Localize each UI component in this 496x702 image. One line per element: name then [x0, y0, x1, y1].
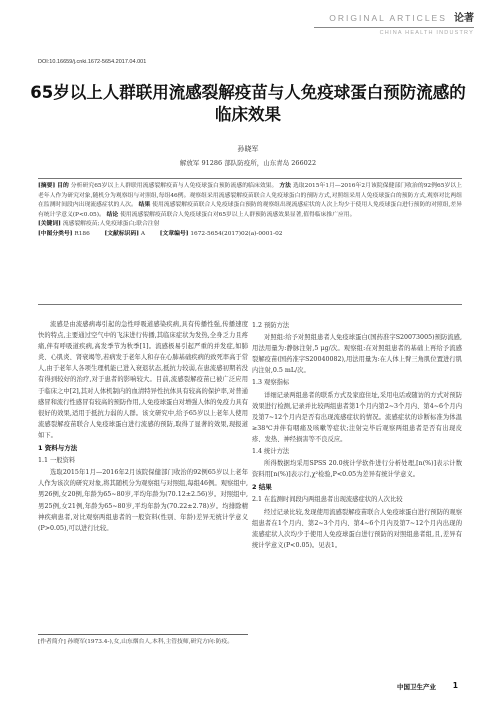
section-label-en: ORIGINAL ARTICLES — [329, 13, 447, 23]
doc-label: [文献标识码] — [104, 230, 139, 237]
section-1-heading: 1 资料与方法 — [38, 444, 78, 453]
section-1-4-heading: 1.4 统计方法 — [252, 448, 290, 456]
footer-journal-name: 中国卫生产业 — [397, 683, 436, 691]
section-1-4-paragraph: 所得数据均采用SPSS 20.0统计学软件进行分析处理,[n(%)]表示计数资料用[n(%)]表示行,χ²检验,P<0.05为差异有统计学意义。 — [252, 460, 462, 479]
intro-paragraph: 流感是由流感病毒引起的急性呼吸道感染疾病,具有传播性强,传播速度快的特点,主要通过空气中的飞沫进行传播,其临床症状为发热,全身乏力且疼痛,伴有呼吸道疾病,高发季节为秋季[1]。流感极易引起严重的并发症,如肺炎、心肌炎、肾衰竭等,若病发于老年人和存在心肺基础疾病的致死率高于常人,由于老年人各项生理机能已进入衰退状态,抵抗力较弱,在患流感初期若没有得到较好的治疗,对于患者的影响较大。目前,流感裂解疫苗已被广泛应用于临床之中[2],其对人体机制内的血清特异性抗体具有较高的保护率,对普通感冒和流行性感冒有较高的预防作用,人免疫球蛋白对增强人体的免疫力具有很好的效果,适用于抵抗力弱的人群。该文研究中,给予65岁以上老年人使用流感裂解疫苗联合人免疫球蛋白进行流感的预防,取得了显著的效果,现报道如下。 — [38, 321, 248, 439]
conclusion-label: 结论 — [106, 211, 119, 218]
page-number: 1 — [452, 681, 458, 690]
conclusion-text: 使用流感裂解疫苗联合人免疫球蛋白对65岁以上人群预防流感效果显著,值得临床推广应用。 — [120, 211, 356, 218]
result-label: 结果 — [138, 202, 151, 209]
section-1-2-heading: 1.2 预防方法 — [252, 322, 290, 329]
method-label: 方法 — [279, 183, 292, 189]
section-1-1-heading: 1.1 一般资料 — [38, 457, 76, 465]
section-label-cn: 论著 — [454, 13, 474, 24]
article-no-value: 1672-5654(2017)02(a)-0001-02 — [190, 230, 283, 237]
header-rule — [314, 27, 474, 28]
method-text: 选取2015年1月—2016年2月该院保健部门收治的92例65岁以上老年人作为研究对象,随机分为观察组与对照组,每组46例。观察组采用流感裂解疫苗联合人免疫球蛋白的预防方式,对照组采用人免疫球蛋白的预防方式,观察对比两组在监测时间段内出现流感症状的人次。 — [38, 183, 462, 209]
keywords-text: 流感裂解疫苗;人免疫球蛋白;联合注射 — [62, 221, 160, 228]
section-2-heading: 2 结果 — [252, 483, 272, 492]
affiliation: 解放军 91286 部队防疫所，山东青岛 266022 — [179, 159, 317, 167]
article-title: 65岁以上人群联用流感裂解疫苗与人免疫球蛋白预防流感的临床效果 — [30, 83, 466, 124]
abstract — [38, 182, 462, 240]
clc-value: R186 — [74, 230, 90, 237]
section-1-2-paragraph: 对照组:给予对照组患者人免疫球蛋白(国药准字S20073005)预防流感,用法用量为:静脉注射,5 μg/次。观察组:在对照组患者的基础上再给予流感裂解疫苗(国药准字S20040082),用法用量为:在人体上臂三角肌位置进行肌内注射,0.5 mL/次。 — [252, 334, 462, 375]
clc-label: [中图分类号] — [38, 230, 73, 237]
goal-text: 分析研究65岁以上人群联用流感裂解疫苗与人免疫球蛋白预防流感的临床效果。 — [70, 183, 278, 189]
section-1-3-paragraph: 详细记录两组患者的联系方式及家庭住址,采用电话或随访的方式对预防效果进行检测,记录并比较两组患者第1个月内第2~3个月内、第4~6个月内及第7~12个月内是否有出现流感症状的情况。流感症状的诊断标准为体温≥38℃并伴有咽痛及咳嗽等症状;注射完毕后观察两组患者是否有出现皮疹、发热、神经损害等不良反应。 — [252, 391, 462, 443]
abstract-bottom-rule — [38, 304, 462, 305]
abstract-label: [摘要] — [38, 183, 56, 189]
journal-name-en: CHINA HEALTH INDUSTRY — [379, 30, 474, 36]
doi: DOI:10.16659/j.cnki.1672-5654.2017.04.001 — [38, 59, 147, 65]
section-1-3-heading: 1.3 观察指标 — [252, 379, 290, 387]
abstract-top-rule — [38, 178, 462, 179]
author: 孙晓军 — [237, 145, 259, 153]
left-column — [38, 319, 248, 534]
keywords-label: [关键词] — [38, 221, 61, 228]
doc-value: A — [140, 230, 146, 237]
section-2-1-heading: 2.1 在监测时间段内两组患者出现流感症状的人次比较 — [252, 496, 403, 504]
right-column — [252, 319, 462, 551]
result-text: 使用流感裂解疫苗联合人免疫球蛋白预防的观察组出现流感症状的人次上均少于使用人免疫球蛋白进行预防的对照组,差异有统计学意义(P<0.05)。 — [38, 202, 462, 218]
goal-label: 目的 — [57, 183, 69, 189]
section-header — [314, 6, 474, 36]
section-1-1-paragraph: 选取2015年1月—2016年2月该院保健部门收治的92例65岁以上老年人作为该次的研究对象,将其随机分为观察组与对照组,每组46例。观察组中,男26例,女20例,年龄为65~80岁,平均年龄为(70.12±2.56)岁。对照组中,男25例,女21例,年龄为65~80岁,平均年龄为(70.22±2.78)岁。均排除精神疾病患者,对比观察两组患者的一般资料(性别、年龄)差异无统计学意义(P>0.05),可以进行比较。 — [38, 469, 248, 532]
section-2-1-paragraph: 经过记录比较,发现使用流感裂解疫苗联合人免疫球蛋白进行预防的观察组患者在1个月内、第2~3个月内、第4~6个月内及第7~12个月内出现的流感症状人次均少于使用人免疫球蛋白进行预防的对照组患者组,且,差异有统计学意义(P<0.05)。见表1。 — [252, 508, 462, 549]
article-no-label: [文章编号] — [159, 230, 189, 237]
author-footnote: [作者简介] 孙晓军(1973.4-),女,山东烟台人,本科,主管技师,研究方向:防疫。 — [38, 634, 248, 647]
